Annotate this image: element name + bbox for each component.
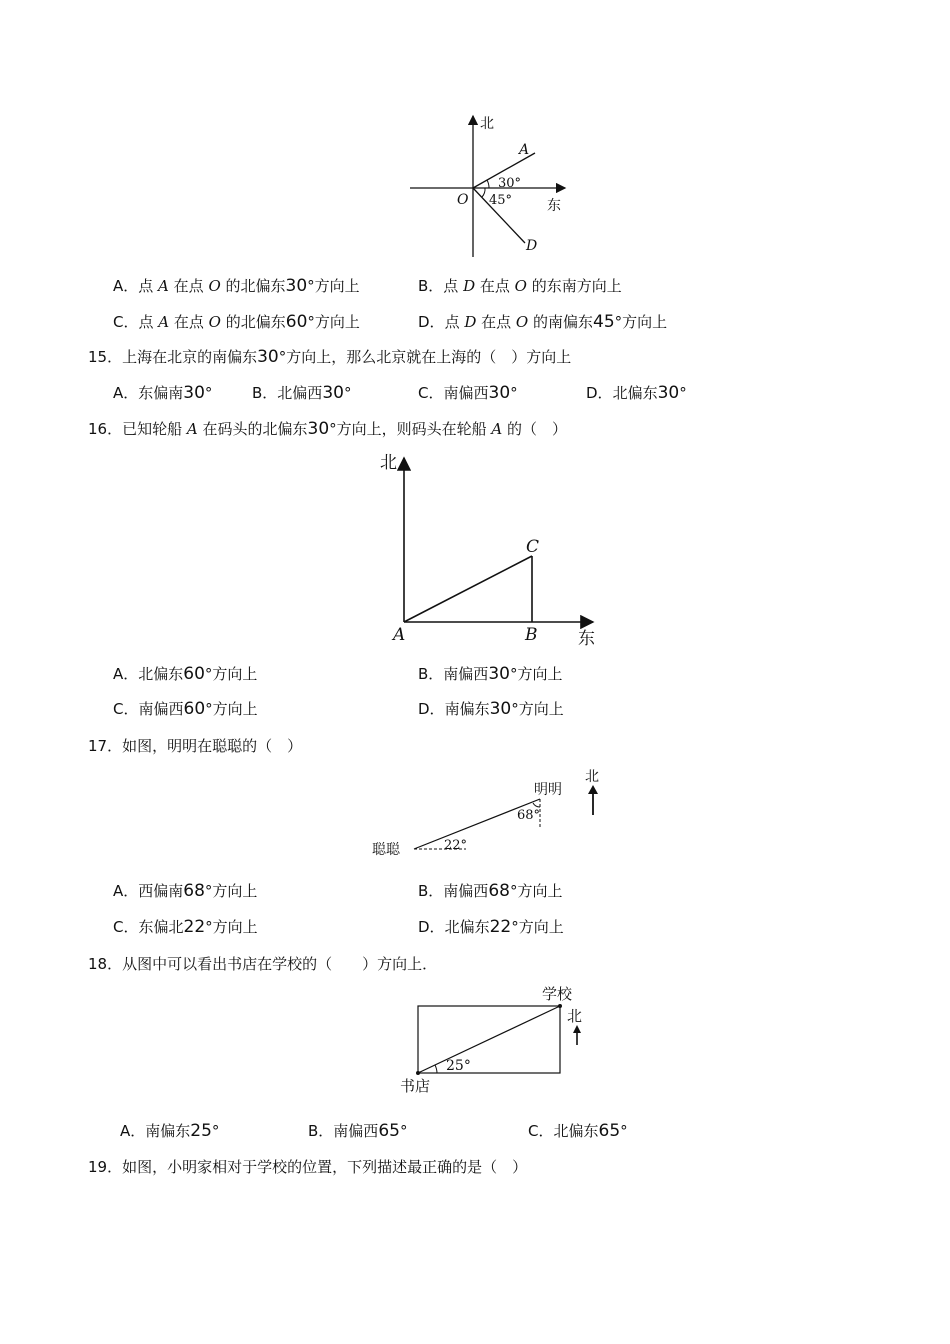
school-point [558,1004,562,1008]
north-arrow-head [588,785,598,794]
q14-option-b[interactable]: B．点 D 在点 O 的东南方向上 [418,277,622,295]
north-label: 北 [480,116,494,132]
q17-option-c[interactable]: C．东偏北22°方向上 [113,917,258,937]
q14-option-d[interactable]: D．点 D 在点 O 的南偏东45°方向上 [418,312,668,332]
point-c-label: C [526,537,540,557]
q16-figure [375,452,615,652]
q15-option-c[interactable]: C．南偏西30° [418,383,518,403]
q15-option-d[interactable]: D．北偏东30° [586,383,687,403]
q14-figure [405,112,595,262]
congcong-label: 聪聪 [372,842,400,858]
q18-option-c[interactable]: C．北偏东65° [528,1121,628,1141]
diagonal [418,1006,560,1073]
point-a-label: A [519,142,530,158]
arc-68 [533,803,540,807]
point-o-label: O [457,192,469,208]
q15-option-b[interactable]: B．北偏西30° [252,383,352,403]
q17-option-b[interactable]: B．南偏西68°方向上 [418,881,563,901]
arc-25 [435,1065,437,1073]
q17-option-d[interactable]: D．北偏东22°方向上 [418,917,564,937]
q16-option-b[interactable]: B．南偏西30°方向上 [418,664,563,684]
segment-ac [404,556,532,622]
q17-stem: 17．如图，明明在聪聪的（ ） [88,737,303,755]
q18-figure [395,983,615,1098]
bookstore-label: 书店 [400,1077,431,1095]
angle-45-label: 45° [489,193,513,208]
bookstore-point [416,1071,420,1075]
east-label: 东 [578,629,595,649]
mingming-label: 明明 [534,782,562,798]
point-a-label: A [393,625,406,645]
north-label: 北 [567,1007,583,1025]
q16-option-a[interactable]: A．北偏东60°方向上 [113,664,258,684]
q17-figure [370,765,620,860]
q15-stem: 15．上海在北京的南偏东30°方向上，那么北京就在上海的（ ）方向上 [88,347,572,367]
q14-option-c[interactable]: C．点 A 在点 O 的北偏东60°方向上 [113,312,360,332]
q19-stem: 19．如图，小明家相对于学校的位置，下列描述最正确的是（ ） [88,1158,528,1176]
q16-option-c[interactable]: C．南偏西60°方向上 [113,699,258,719]
angle-25-label: 25° [446,1058,471,1074]
q18-option-a[interactable]: A．南偏东25° [120,1121,220,1141]
arc-30 [487,180,489,188]
q16-option-d[interactable]: D．南偏东30°方向上 [418,699,564,719]
angle-22-label: 22° [444,838,468,853]
point-b-label: B [525,625,538,645]
point-d-label: D [526,238,538,254]
q18-option-b[interactable]: B．南偏西65° [308,1121,408,1141]
segment-cong-ming [414,799,540,849]
q18-stem: 18．从图中可以看出书店在学校的（ ）方向上． [88,955,438,973]
q14-option-a[interactable]: A．点 A 在点 O 的北偏东30°方向上 [113,276,360,296]
angle-30-label: 30° [498,176,522,191]
q16-stem: 16．已知轮船 A 在码头的北偏东30°方向上，则码头在轮船 A 的（ ） [88,419,568,439]
north-arrow-head [573,1025,581,1033]
school-label: 学校 [542,985,573,1003]
q17-option-a[interactable]: A．西偏南68°方向上 [113,881,258,901]
angle-68-label: 68° [517,808,541,823]
arc-45 [482,188,485,197]
q15-option-a[interactable]: A．东偏南30° [113,383,213,403]
east-label: 东 [547,198,561,214]
north-label: 北 [585,769,599,785]
north-label: 北 [380,453,397,473]
